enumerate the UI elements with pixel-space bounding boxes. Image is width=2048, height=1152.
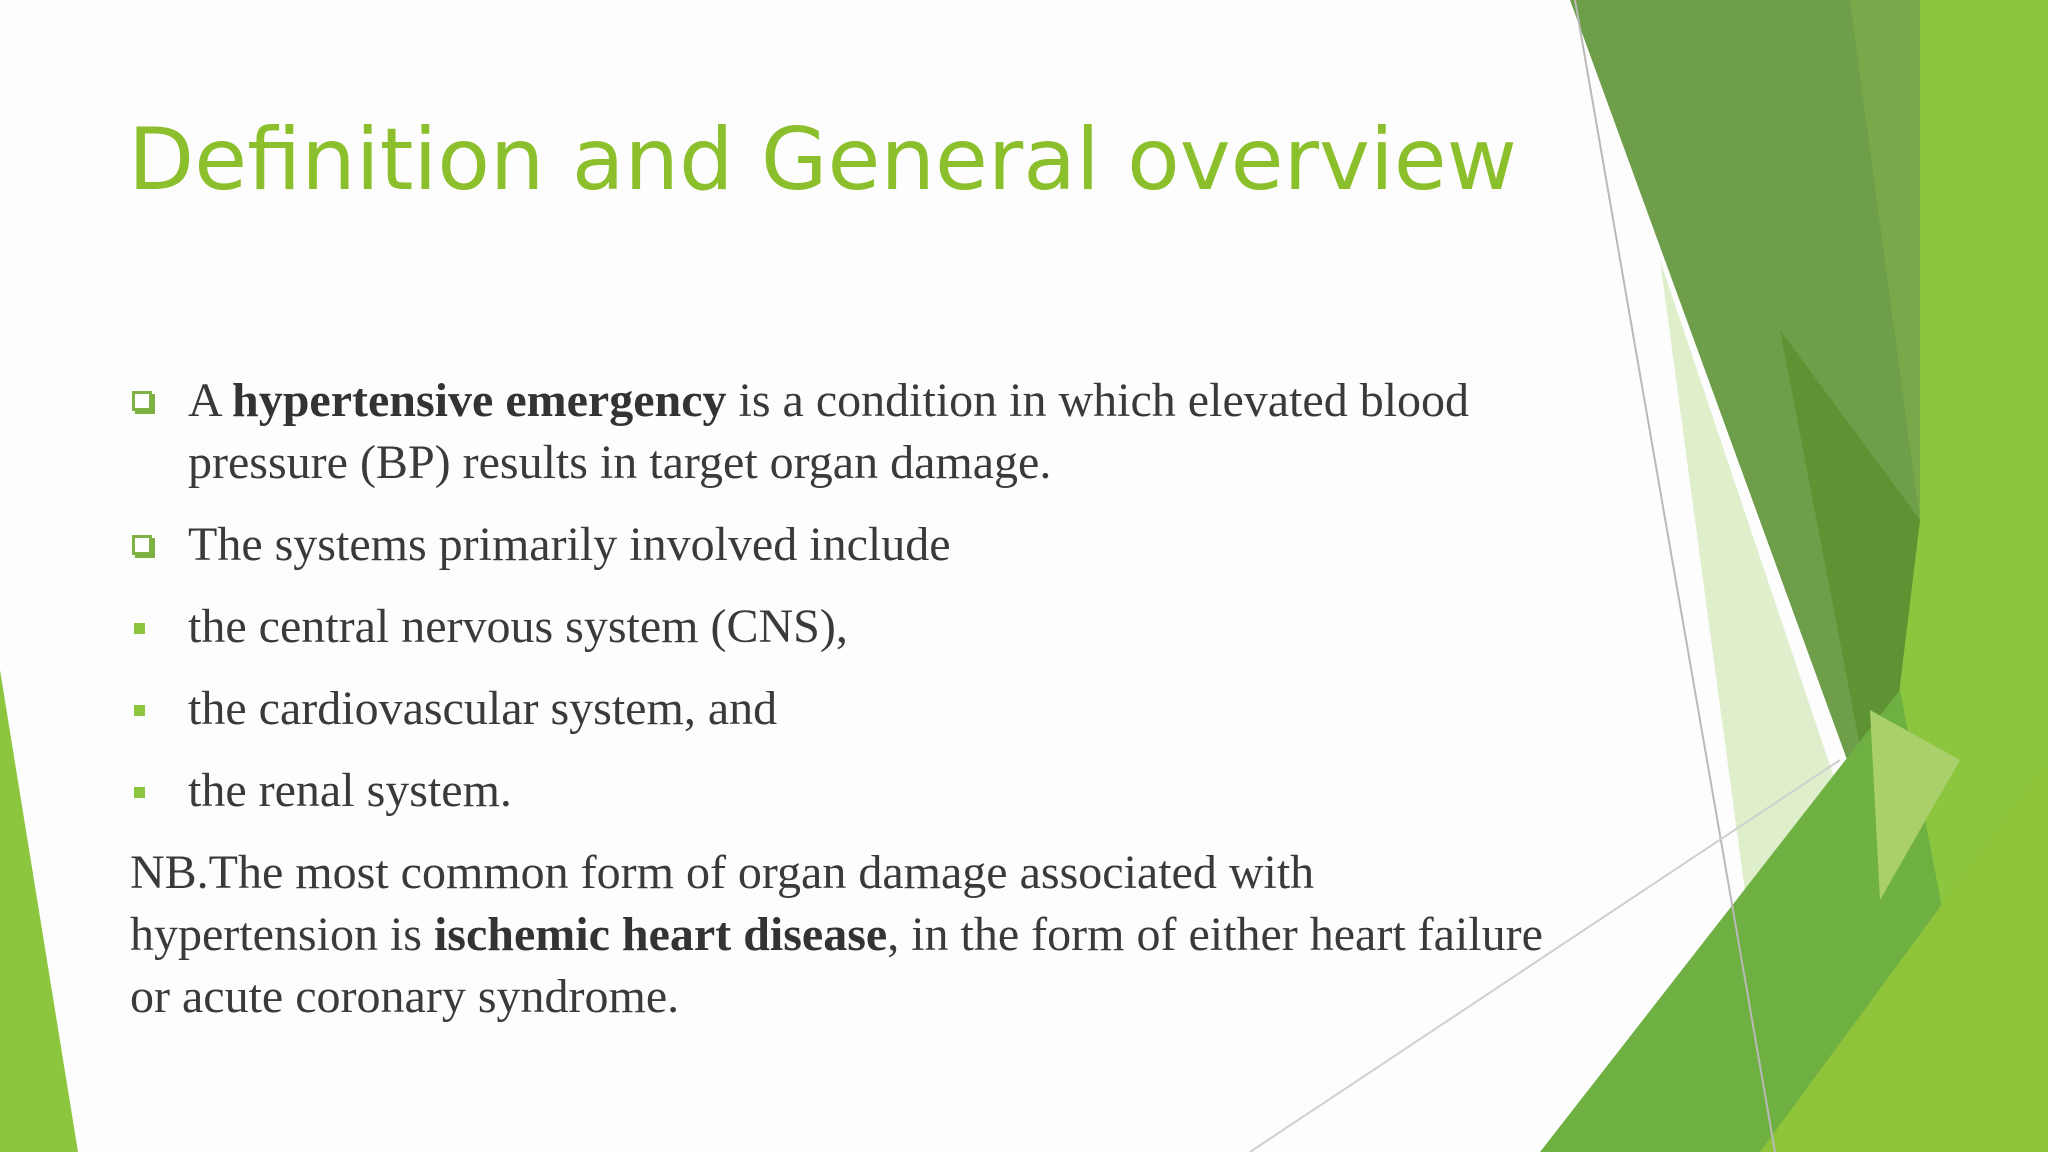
bullet-text-after: is a condition in which elevated blood pressure (BP) results in target organ damage. xyxy=(188,374,1470,489)
bullet-text: the renal system. xyxy=(188,764,512,817)
left-edge-wedge xyxy=(0,670,78,1152)
bullet-item-systems xyxy=(130,514,1550,576)
bullet-item-cardiovascular xyxy=(130,678,1550,740)
note-text-after: , in the form of either heart failure or acute coronary syndrome. xyxy=(130,908,1543,1023)
slide-content xyxy=(130,370,1550,1028)
bullet-text-before: A xyxy=(188,374,233,427)
bullet-item-renal xyxy=(130,760,1550,822)
bullet-item-cns xyxy=(130,596,1550,658)
note-bold-term: ischemic heart disease xyxy=(433,908,888,961)
square-bullet-icon xyxy=(134,623,145,634)
bullet-text: the cardiovascular system, and xyxy=(188,682,778,735)
box-bullet-icon xyxy=(132,391,152,411)
note-text-before: NB.The most common form of organ damage associated with hypertension is xyxy=(130,846,1315,961)
slide-title: Definition and General overview xyxy=(128,110,1517,210)
square-bullet-icon xyxy=(134,705,145,716)
bullet-text: the central nervous system (CNS), xyxy=(188,600,848,653)
square-bullet-icon xyxy=(134,787,145,798)
bullet-bold-term: hypertensive emergency xyxy=(232,374,727,427)
box-bullet-icon xyxy=(132,535,152,555)
bullet-text: The systems primarily involved include xyxy=(188,518,951,571)
note-paragraph xyxy=(130,842,1550,1028)
bullet-item-definition xyxy=(130,370,1550,494)
